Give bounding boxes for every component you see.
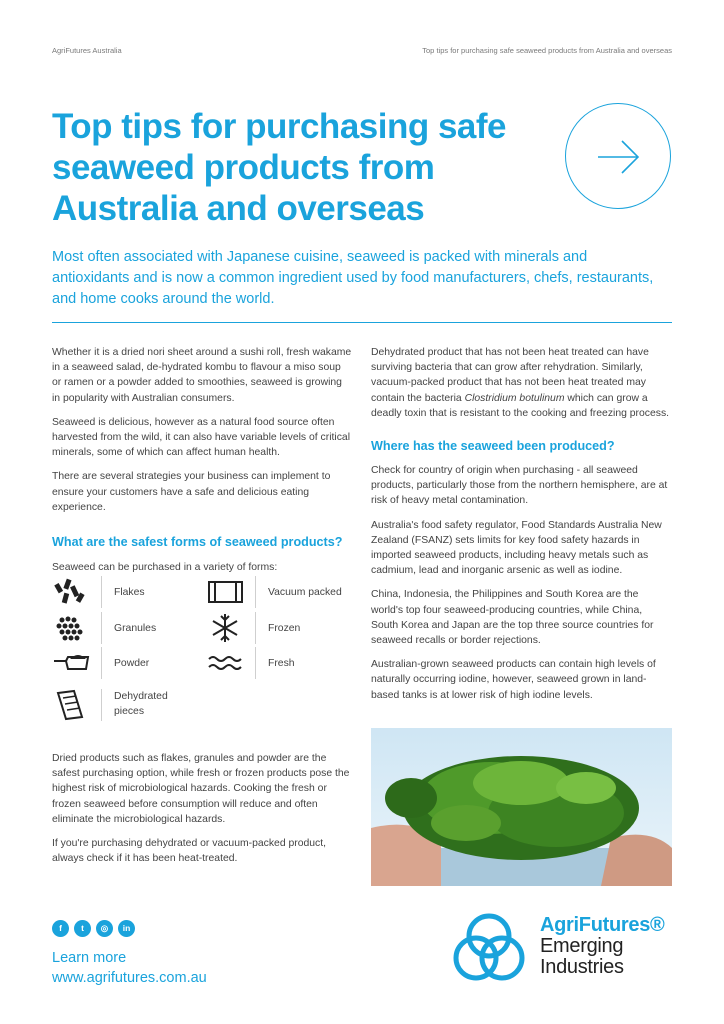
form-label: Dehydrated pieces (114, 691, 168, 718)
twitter-icon[interactable]: t (74, 920, 91, 937)
divider (52, 322, 672, 323)
left-column-lower (52, 751, 352, 875)
paragraph: Australian-grown seaweed products can contain high levels of naturally occurring iodine, however, seaweed grown in land-based tanks is at lower risk of high iodine levels. (371, 659, 656, 701)
paragraph: China, Indonesia, the Philippines and South Korea are the world's top four seaweed-producing countries, while China, South Korea and Japan are the top three source countries for seaweed recalls or border rejections. (371, 589, 654, 647)
page-title: Top tips for purchasing safe seaweed products from Australia and overseas (52, 107, 507, 228)
flakes-icon (52, 576, 90, 608)
text-run: Dehydrated product that has not been heat treated can have surviving bacteria that can grow after rehydration. Similarly, vacuum-packed product that has not been heat treated may contain the bacteria (371, 347, 649, 404)
waves-icon (206, 647, 244, 679)
facebook-icon[interactable]: f (52, 920, 69, 937)
scoop-icon (52, 647, 90, 679)
paragraph: Dried products such as flakes, granules and powder are the safest purchasing option, while fresh or frozen products pose the highest risk of microbiological hazards. Cooking the fresh or frozen seaweed before consumption will reduce and often eliminate the microbiological hazards. (52, 753, 350, 825)
forms-grid (52, 576, 352, 726)
form-label: Flakes (114, 587, 145, 598)
paragraph: There are several strategies your business can implement to ensure your customers have a safe and delicious eating experience. (52, 471, 331, 513)
website-link[interactable]: www.agrifutures.com.au (52, 970, 207, 986)
paragraph: Check for country of origin when purchasing - all seaweed products, particularly those from the northern hemisphere, are at risk of heavy metal contamination. (371, 465, 668, 507)
forms-intro: Seaweed can be purchased in a variety of forms: (52, 562, 278, 574)
form-label: Fresh (268, 658, 295, 669)
logo-line-1: AgriFutures® (540, 914, 665, 936)
snowflake-icon (206, 612, 244, 644)
granules-icon (52, 612, 90, 644)
instagram-icon[interactable]: ◎ (96, 920, 113, 937)
section-heading-safest-forms: What are the safest forms of seaweed products? (52, 535, 343, 550)
paragraph (371, 345, 671, 421)
right-column (371, 345, 671, 712)
bacteria-name: Clostridium botulinum (464, 392, 565, 404)
paragraph: Whether it is a dried nori sheet around a sushi roll, fresh wakame in a seaweed salad, de-hydrated kombu to flavour a miso soup or ramen or a powder added to smoothies, seaweed is growing in popularity with Australian consumers. (52, 347, 352, 404)
header-org: AgriFutures Australia (52, 46, 122, 55)
vacuum-pack-icon (206, 576, 244, 608)
form-label: Powder (114, 658, 150, 669)
form-label: Granules (114, 623, 157, 634)
agrifutures-logo-icon (449, 910, 529, 990)
text-run: which can grow a deadly toxin that is resistant to the cooking and freezing process. (371, 392, 670, 419)
learn-more-label: Learn more (52, 950, 127, 966)
arrow-right-icon (596, 139, 642, 175)
social-links (52, 918, 140, 937)
arrow-circle-icon (565, 103, 671, 209)
dehydrated-icon (52, 689, 90, 721)
seaweed-photo (371, 728, 672, 886)
agrifutures-logo-text (540, 915, 664, 978)
logo-line-2: Emerging (540, 935, 624, 957)
paragraph: Australia's food safety regulator, Food Standards Australia New Zealand (FSANZ) sets limits for key food safety hazards in imported seaweed products, including heavy metals such as cadmium, lead and inorganic arsenic as well as iodine. (371, 519, 662, 577)
form-label: Frozen (268, 623, 301, 634)
logo-line-3: Industries (540, 956, 624, 978)
form-label: Vacuum packed (268, 587, 342, 598)
intro-paragraph: Most often associated with Japanese cuisine, seaweed is packed with minerals and antioxidants and is now a common ingredient used by food manufacturers, chefs, restaurants, and home cooks around the world. (52, 249, 654, 307)
paragraph: Seaweed is delicious, however as a natural food source often harvested from the wild, it can also have variable levels of critical minerals, some of which can affect human health. (52, 416, 351, 459)
linkedin-icon[interactable]: in (118, 920, 135, 937)
paragraph: If you're purchasing dehydrated or vacuum-packed product, always check if it has been heat-treated. (52, 838, 327, 865)
left-column (52, 345, 352, 584)
header-doc-title: Top tips for purchasing safe seaweed products from Australia and overseas (422, 46, 672, 55)
section-heading-origin: Where has the seaweed been produced? (371, 439, 615, 454)
